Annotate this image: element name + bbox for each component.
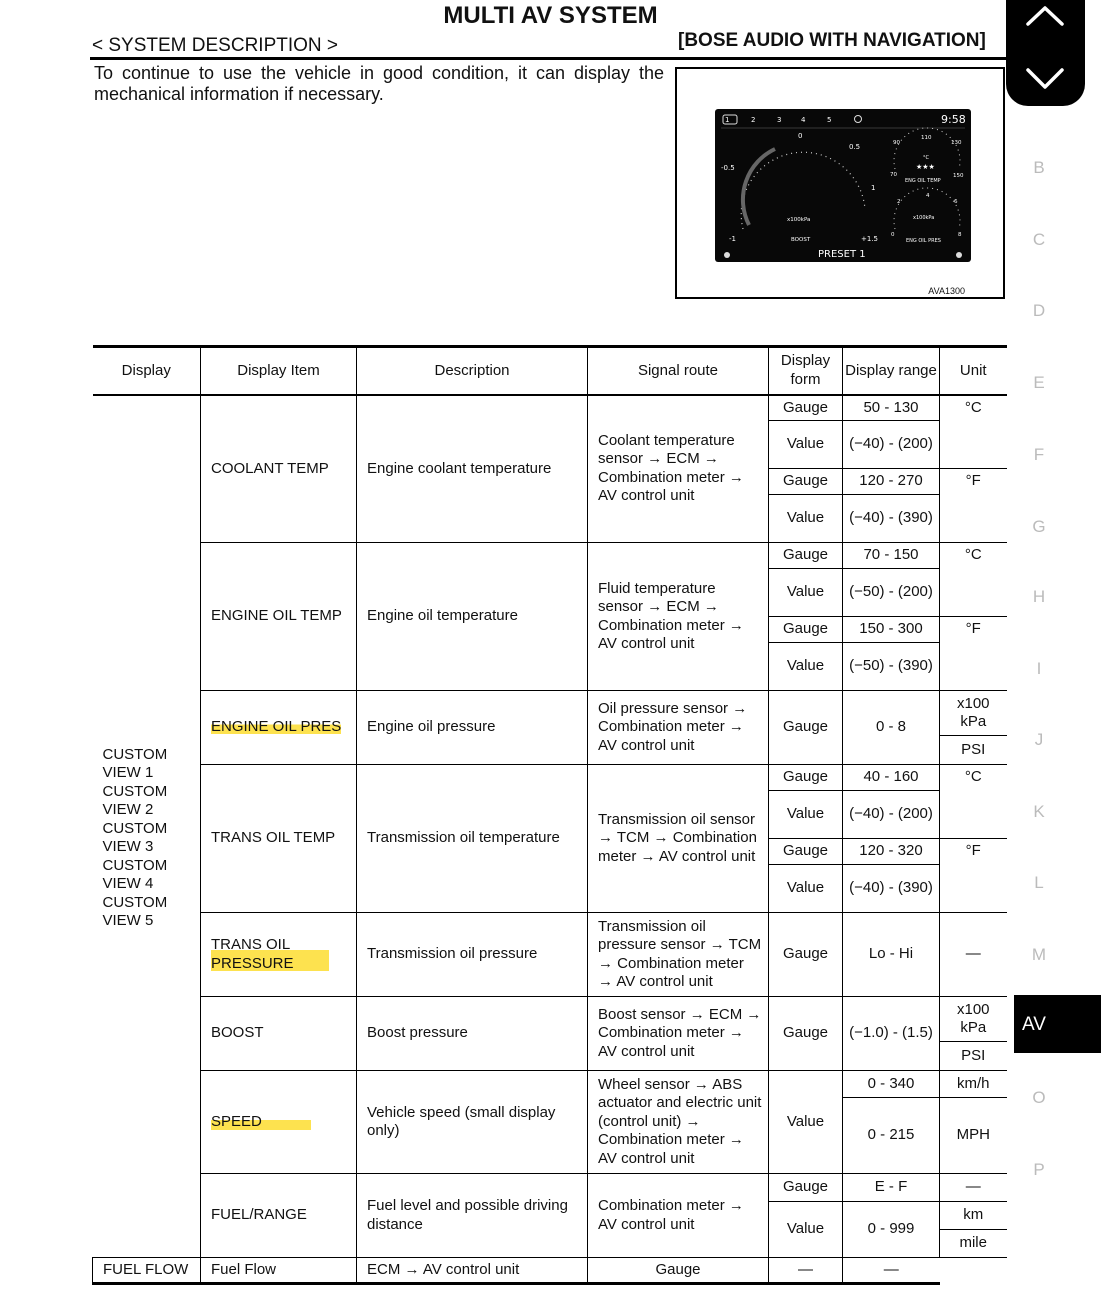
route-cell: Transmission oil sensor → TCM → Combination meter → AV control unit bbox=[588, 765, 769, 913]
range-cell: (−40) - (390) bbox=[843, 865, 940, 913]
route-cell: Boost sensor → ECM → Combination meter → AV control unit bbox=[588, 997, 769, 1071]
route-cell: Combination meter → AV control unit bbox=[588, 1174, 769, 1258]
range-cell: 0 - 215 bbox=[843, 1098, 940, 1174]
form-cell: Gauge bbox=[769, 469, 843, 495]
side-letter-l[interactable]: L bbox=[1034, 873, 1044, 892]
scroll-up-icon[interactable] bbox=[1028, 8, 1062, 24]
item-highlight: SPEED bbox=[211, 1113, 311, 1132]
meter-screen bbox=[715, 109, 971, 262]
page-title: MULTI AV SYSTEM bbox=[443, 2, 658, 29]
pres-tick-0: 0 bbox=[891, 232, 895, 238]
temp-stars: ★★★ bbox=[916, 163, 935, 171]
side-letter-p[interactable]: P bbox=[1033, 1160, 1045, 1179]
temp-tick-110: 110 bbox=[921, 135, 932, 141]
range-cell: 150 - 300 bbox=[843, 617, 940, 643]
form-cell: Gauge bbox=[769, 997, 843, 1071]
temp-tick-70: 70 bbox=[890, 172, 897, 178]
side-tab-av[interactable]: AV bbox=[1014, 995, 1101, 1053]
temp-tick-150: 150 bbox=[953, 173, 964, 179]
unit-cell: km/h bbox=[940, 1071, 1007, 1098]
meter-screen-drawing bbox=[715, 109, 971, 262]
range-cell: 0 - 8 bbox=[843, 691, 940, 765]
item-highlight: ENGINE OIL PRES bbox=[211, 718, 342, 736]
description-cell: Fuel level and possible driving distance bbox=[357, 1174, 588, 1258]
boost-tick-neg-one: -1 bbox=[729, 235, 736, 243]
boost-tick-one: 1 bbox=[871, 184, 876, 192]
item-cell: ENGINE OIL TEMP bbox=[201, 543, 357, 691]
item-highlight: TRANS OIL PRESSURE bbox=[211, 936, 329, 973]
item-cell: FUEL/RANGE bbox=[201, 1174, 357, 1258]
range-cell: 120 - 320 bbox=[843, 839, 940, 865]
side-letter-e[interactable]: E bbox=[1033, 373, 1045, 392]
screen-clock: 9:58 bbox=[941, 113, 966, 126]
header-display: Display bbox=[93, 347, 201, 395]
range-cell: (−40) - (200) bbox=[843, 421, 940, 469]
screen-tab-2: 2 bbox=[751, 116, 756, 124]
form-cell: Gauge bbox=[588, 1258, 769, 1284]
table-row bbox=[93, 395, 1007, 421]
side-letter-f[interactable]: F bbox=[1033, 445, 1045, 464]
unit-cell: PSI bbox=[940, 736, 1007, 765]
form-cell: Gauge bbox=[769, 1174, 843, 1202]
unit-cell: x100 kPa bbox=[940, 691, 1007, 736]
side-letter-o[interactable]: O bbox=[1032, 1088, 1046, 1107]
form-cell: Value bbox=[769, 643, 843, 691]
unit-cell: °C bbox=[940, 765, 1007, 839]
description-cell: Boost pressure bbox=[357, 997, 588, 1071]
side-letter-index bbox=[1014, 0, 1101, 1300]
temp-tick-90: 90 bbox=[893, 140, 900, 146]
timer-icon bbox=[855, 116, 862, 123]
table-row bbox=[93, 1071, 1007, 1098]
temp-unit: °C bbox=[923, 155, 929, 161]
display-group-cell: CUSTOM VIEW 1 CUSTOM VIEW 2 CUSTOM VIEW 3 CUSTOM VIEW 4 CUSTOM VIEW 5 bbox=[93, 395, 201, 1258]
table-row bbox=[93, 1174, 1007, 1202]
page-nav-control bbox=[1006, 0, 1085, 106]
screen-tab-5: 5 bbox=[827, 116, 832, 124]
header-display-range: Display range bbox=[843, 347, 940, 395]
side-letter-k[interactable]: K bbox=[1033, 802, 1045, 821]
side-letter-g[interactable]: G bbox=[1032, 517, 1046, 536]
boost-tick-one-half: +1.5 bbox=[861, 235, 878, 243]
unit-cell: °F bbox=[940, 839, 1007, 913]
description-cell: Transmission oil pressure bbox=[357, 913, 588, 997]
route-cell: ECM → AV control unit bbox=[357, 1258, 588, 1284]
display-item-table bbox=[92, 345, 1007, 1285]
side-letter-h[interactable]: H bbox=[1032, 587, 1046, 606]
boost-label: BOOST bbox=[791, 237, 811, 243]
form-cell: Gauge bbox=[769, 913, 843, 997]
route-cell: Transmission oil pressure sensor → TCM → Combination meter → AV control unit bbox=[588, 913, 769, 997]
route-cell: Wheel sensor → ABS actuator and electric unit (control unit) → Combination meter → AV control unit bbox=[588, 1071, 769, 1174]
boost-unit: x100kPa bbox=[787, 217, 811, 223]
unit-cell: PSI bbox=[940, 1042, 1007, 1071]
scroll-down-icon[interactable] bbox=[1028, 70, 1062, 87]
item-cell bbox=[201, 913, 357, 997]
description-cell: Fuel Flow bbox=[201, 1258, 357, 1284]
pres-tick-6: 6 bbox=[954, 199, 958, 205]
screen-tab-3: 3 bbox=[777, 116, 782, 124]
form-cell: Value bbox=[769, 1202, 843, 1258]
route-cell: Coolant temperature sensor → ECM → Combination meter → AV control unit bbox=[588, 395, 769, 543]
header-signal-route: Signal route bbox=[588, 347, 769, 395]
model-heading: [BOSE AUDIO WITH NAVIGATION] bbox=[678, 30, 986, 51]
boost-gauge-arc bbox=[743, 149, 775, 225]
pres-label: ENG OIL PRES bbox=[906, 238, 941, 244]
table-row bbox=[93, 913, 1007, 997]
range-cell: (−40) - (200) bbox=[843, 791, 940, 839]
description-cell: Engine oil temperature bbox=[357, 543, 588, 691]
unit-cell: MPH bbox=[940, 1098, 1007, 1174]
table-row bbox=[93, 691, 1007, 736]
item-cell: FUEL FLOW bbox=[93, 1258, 201, 1284]
form-cell: Value bbox=[769, 495, 843, 543]
next-icon bbox=[956, 252, 962, 258]
unit-cell: °C bbox=[940, 543, 1007, 617]
table-header-row bbox=[93, 347, 1007, 395]
description-cell: Engine oil pressure bbox=[357, 691, 588, 765]
boost-tick-zero: 0 bbox=[798, 132, 803, 140]
side-letter-j[interactable]: J bbox=[1034, 730, 1044, 749]
form-cell: Gauge bbox=[769, 765, 843, 791]
description-cell: Transmission oil temperature bbox=[357, 765, 588, 913]
form-cell: Gauge bbox=[769, 691, 843, 765]
section-heading: < SYSTEM DESCRIPTION > bbox=[92, 35, 338, 56]
boost-tick-neg-half: -0.5 bbox=[721, 164, 735, 172]
side-letter-i[interactable]: I bbox=[1036, 659, 1042, 678]
header-rule bbox=[90, 57, 1006, 60]
unit-cell: mile bbox=[940, 1230, 1007, 1258]
range-cell: (−50) - (390) bbox=[843, 643, 940, 691]
boost-tick-half: 0.5 bbox=[849, 143, 861, 151]
range-cell: (−1.0) - (1.5) bbox=[843, 997, 940, 1071]
unit-cell: — bbox=[843, 1258, 940, 1284]
range-cell: (−50) - (200) bbox=[843, 569, 940, 617]
temp-tick-130: 130 bbox=[951, 140, 962, 146]
header-unit: Unit bbox=[940, 347, 1007, 395]
range-cell: 120 - 270 bbox=[843, 469, 940, 495]
form-cell: Gauge bbox=[769, 617, 843, 643]
route-cell: Oil pressure sensor → Combination meter → AV control unit bbox=[588, 691, 769, 765]
pres-unit: x100kPa bbox=[913, 215, 935, 221]
unit-cell: — bbox=[940, 1174, 1007, 1202]
side-letter-m[interactable]: M bbox=[1031, 945, 1047, 964]
header-description: Description bbox=[357, 347, 588, 395]
screen-tab-1: 1 bbox=[725, 116, 730, 124]
item-cell: TRANS OIL TEMP bbox=[201, 765, 357, 913]
form-cell: Value bbox=[769, 865, 843, 913]
form-cell: Value bbox=[769, 421, 843, 469]
form-cell: Gauge bbox=[769, 543, 843, 569]
temp-label: ENG OIL TEMP bbox=[905, 178, 941, 184]
preset-label: PRESET 1 bbox=[818, 249, 866, 260]
table-row bbox=[93, 1258, 1007, 1284]
item-cell: BOOST bbox=[201, 997, 357, 1071]
unit-cell: — bbox=[940, 913, 1007, 997]
form-cell: Value bbox=[769, 791, 843, 839]
side-letter-c[interactable]: C bbox=[1032, 230, 1046, 249]
pres-tick-2: 2 bbox=[897, 199, 901, 205]
range-cell: — bbox=[769, 1258, 843, 1284]
meter-figure bbox=[675, 67, 1005, 299]
table-row bbox=[93, 997, 1007, 1042]
description-cell: Vehicle speed (small display only) bbox=[357, 1071, 588, 1174]
item-cell bbox=[201, 691, 357, 765]
unit-cell: °F bbox=[940, 469, 1007, 543]
pres-tick-4: 4 bbox=[926, 193, 930, 199]
description-cell: Engine coolant temperature bbox=[357, 395, 588, 543]
unit-cell: x100 kPa bbox=[940, 997, 1007, 1042]
side-letter-b[interactable]: B bbox=[1033, 158, 1045, 177]
range-cell: 0 - 340 bbox=[843, 1071, 940, 1098]
table-row bbox=[93, 543, 1007, 569]
item-cell: COOLANT TEMP bbox=[201, 395, 357, 543]
form-cell: Gauge bbox=[769, 395, 843, 421]
unit-cell: km bbox=[940, 1202, 1007, 1230]
header-display-item: Display Item bbox=[201, 347, 357, 395]
range-cell: 70 - 150 bbox=[843, 543, 940, 569]
range-cell: 0 - 999 bbox=[843, 1202, 940, 1258]
range-cell: 50 - 130 bbox=[843, 395, 940, 421]
header-display-form: Display form bbox=[769, 347, 843, 395]
pres-tick-8: 8 bbox=[958, 232, 962, 238]
table-row bbox=[93, 765, 1007, 791]
route-cell: Fluid temperature sensor → ECM → Combination meter → AV control unit bbox=[588, 543, 769, 691]
range-cell: 40 - 160 bbox=[843, 765, 940, 791]
range-cell: E - F bbox=[843, 1174, 940, 1202]
unit-cell: °C bbox=[940, 395, 1007, 469]
range-cell: (−40) - (390) bbox=[843, 495, 940, 543]
range-cell: Lo - Hi bbox=[843, 913, 940, 997]
prev-icon bbox=[724, 252, 730, 258]
form-cell: Gauge bbox=[769, 839, 843, 865]
screen-tab-4: 4 bbox=[801, 116, 806, 124]
unit-cell: °F bbox=[940, 617, 1007, 691]
side-letter-d[interactable]: D bbox=[1032, 301, 1046, 320]
form-cell: Value bbox=[769, 569, 843, 617]
intro-paragraph: To continue to use the vehicle in good condition, it can display the mechanical information if necessary. bbox=[94, 63, 664, 104]
figure-code: AVA1300 bbox=[928, 286, 965, 296]
item-cell bbox=[201, 1071, 357, 1174]
form-cell: Value bbox=[769, 1071, 843, 1174]
